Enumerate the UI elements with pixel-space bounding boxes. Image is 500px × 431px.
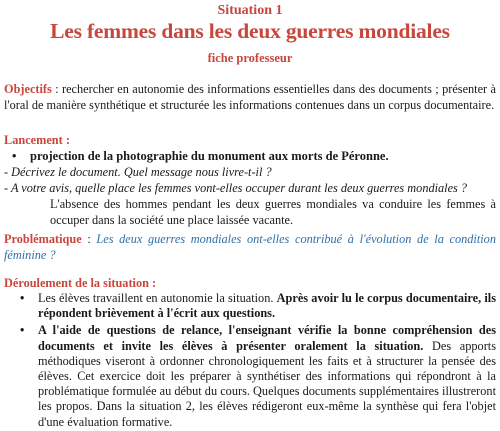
deroulement-item1-text: Les élèves travaillent en autonomie la situation. xyxy=(38,291,277,305)
situation-number: Situation 1 xyxy=(217,3,283,18)
lancement-bullet xyxy=(12,148,496,164)
lancement-bullet-text: projection de la photographie du monument aux morts de Péronne. xyxy=(30,149,389,163)
list-item xyxy=(20,291,496,321)
lancement-question-2: - A votre avis, quelle place les femmes vont-elles occuper durant les deux guerres mondiales ? xyxy=(4,181,468,195)
deroulement-item1-bold: Après avoir lu le corpus documentaire, ils répondent brièvement à l'écrit aux questions. xyxy=(38,291,496,321)
bullet-marker: • xyxy=(12,149,17,163)
page-subtitle: fiche professeur xyxy=(207,51,293,65)
problematique-question: Les deux guerres mondiales ont-elles contribué à l'évolution de la condition féminine ? xyxy=(4,232,496,262)
objectifs-paragraph xyxy=(4,81,496,113)
lancement-question-1: - Décrivez le document. Quel message nous livre-t-il ? xyxy=(4,165,272,179)
objectifs-label: Objectifs xyxy=(4,82,52,96)
list-item xyxy=(20,323,496,429)
bullet-marker: • xyxy=(20,291,25,305)
deroulement-item2-bold: A l'aide de questions de relance, l'enseignant vérifie la bonne compréhension des documents et invite les élèves à présenter oralement la situation. xyxy=(38,323,496,353)
lancement-heading: Lancement : xyxy=(4,133,70,147)
bullet-marker: • xyxy=(20,323,25,338)
problematique-paragraph xyxy=(4,231,496,263)
lancement-answer: L'absence des hommes pendant les deux guerres mondiales va conduire les femmes à occuper dans la société une place laissée vacante. xyxy=(50,197,496,227)
deroulement-heading: Déroulement de la situation : xyxy=(4,276,157,290)
problematique-label: Problématique xyxy=(4,232,82,246)
deroulement-list xyxy=(20,291,496,430)
deroulement-item2-text: Des apports méthodiques viseront à ordonner chronologiquement les faits et à structurer la pensée des élèves. Cet exercice doit les préparer à synthétiser des informations qui répondront à la problématique formulée au début du cours. Quelques documents supplémentaires illustreront les propos. Dans la situation 2, les élèves rédigeront eux-même la synthèse qui fera l'objet d'une évaluation formative. xyxy=(38,338,496,429)
page-title: Les femmes dans les deux guerres mondiales xyxy=(50,19,450,43)
problematique-separator: : xyxy=(81,232,97,246)
objectifs-text: : rechercher en autonomie des informations essentielles dans des documents ; présenter à l'oral de manière synthétique et structurée les informations contenues dans un corpus documentaire. xyxy=(4,82,496,112)
